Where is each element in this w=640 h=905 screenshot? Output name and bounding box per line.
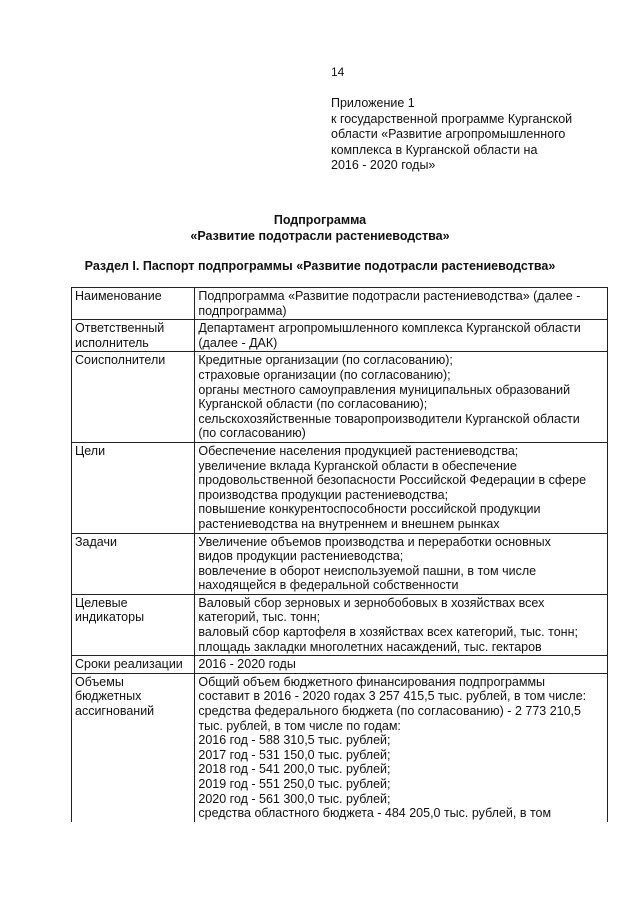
passport-row [72,533,608,594]
label-line: индикаторы [75,610,145,625]
passport-row-label [72,594,195,655]
value-line: Курганской области (по согласованию); [198,397,428,412]
passport-row [72,656,608,674]
value-line: увеличение вклада Курганской области в обеспечение [198,458,517,473]
passport-row-value [195,352,608,443]
passport-row-label [72,288,195,320]
value-line: Увеличение объемов производства и переработки основных [198,534,551,549]
value-line: Валовый сбор зерновых и зернобобовых в хозяйствах всех [198,595,545,610]
value-line: 2019 год - 551 250,0 тыс. рублей; [198,777,391,791]
label-line: Соисполнители [75,353,166,368]
value-line: Подпрограмма «Развитие подотрасли растениеводства» (далее - [198,289,581,303]
value-line: 2018 год - 541 200,0 тыс. рублей; [198,762,391,777]
value-line: продовольственной безопасности Российской Федерации в сфере [198,473,587,488]
value-line: подпрограмма) [198,303,287,318]
label-line: Ответственный [75,321,165,336]
passport-row [72,288,608,320]
label-line: Объемы [75,674,124,689]
value-line: Общий объем бюджетного финансирования подпрограммы [198,674,546,689]
section-title: Раздел I. Паспорт подпрограммы «Развитие подотрасли растениеводства» [84,259,556,273]
passport-row-value [195,533,608,594]
passport-row-value [195,288,608,320]
appendix-line: к государственной программе Курганской [331,111,573,126]
subprogram-title: «Развитие подотрасли растениеводства» [190,229,450,243]
value-line: 2016 год - 588 310,5 тыс. рублей; [198,733,391,748]
label-line: Сроки реализации [75,657,183,672]
value-line: повышение конкурентоспособности российской продукции [198,502,541,517]
appendix-note [331,96,601,174]
passport-row-value [195,673,608,821]
value-line: средства областного бюджета - 484 205,0 тыс. рублей, в том [198,806,552,821]
value-line: органы местного самоуправления муниципальных образований [198,382,571,397]
value-line: площадь закладки многолетних насаждений, тыс. гектаров [198,639,542,654]
value-line: категорий, тыс. тонн; [198,610,321,625]
passport-row-label [72,533,195,594]
value-line: (далее - ДАК) [198,335,278,350]
value-line: средства федерального бюджета (по согласованию) - 2 773 210,5 [198,704,581,719]
appendix-line: комплекса в Курганской области на [331,142,538,157]
passport-row-label [72,673,195,821]
value-line: 2017 год - 531 150,0 тыс. рублей; [198,747,391,762]
passport-row-label [72,320,195,352]
label-line: Целевые [75,595,128,610]
passport-row-label [72,352,195,443]
page-number: 14 [331,65,345,79]
label-line: Задачи [75,534,117,549]
passport-row [72,594,608,655]
value-line: 2016 - 2020 годы [198,657,296,672]
passport-row-value [195,656,608,674]
passport-row-value [195,442,608,533]
value-line: Обеспечение населения продукцией растениеводства; [198,443,519,458]
label-line: исполнитель [75,335,149,350]
passport-row [72,320,608,352]
passport-row-label [72,442,195,533]
appendix-line: Приложение 1 [331,96,415,110]
appendix-line: 2016 - 2020 годы» [331,158,436,172]
value-line: растениеводства на внутреннем и внешнем рынках [198,516,500,531]
value-line: находящейся в федеральной собственности [198,578,459,593]
value-line: производства продукции растениеводства; [198,487,449,502]
passport-row [72,673,608,821]
appendix-line: области «Развитие агропромышленного [331,127,566,141]
passport-row [72,442,608,533]
passport-row-value [195,594,608,655]
value-line: тыс. рублей, в том числе по годам: [198,718,401,733]
value-line: Департамент агропромышленного комплекса Курганской области [198,321,581,336]
value-line: (по согласованию) [198,426,306,441]
value-line: страховые организации (по согласованию); [198,367,451,382]
value-line: вовлечение в оборот неиспользуемой пашни, в том числе [198,563,537,578]
label-line: Цели [75,443,106,458]
passport-row-value [195,320,608,352]
value-line: Кредитные организации (по согласованию); [198,353,453,368]
subprogram-heading: Подпрограмма [273,213,367,227]
value-line: видов продукции растениеводства; [198,549,404,564]
passport-table [71,287,608,822]
label-line: Наименование [75,289,162,303]
value-line: валовый сбор картофеля в хозяйствах всех категорий, тыс. тонн; [198,625,578,640]
passport-row-label [72,656,195,674]
value-line: сельскохозяйственные товаропроизводители Курганской области [198,411,580,426]
passport-table-body [72,288,608,822]
passport-row [72,352,608,443]
label-line: бюджетных [75,689,142,704]
label-line: ассигнований [75,704,155,719]
value-line: 2020 год - 561 300,0 тыс. рублей; [198,791,391,806]
value-line: составит в 2016 - 2020 годах 3 257 415,5 тыс. рублей, в том числе: [198,689,587,704]
